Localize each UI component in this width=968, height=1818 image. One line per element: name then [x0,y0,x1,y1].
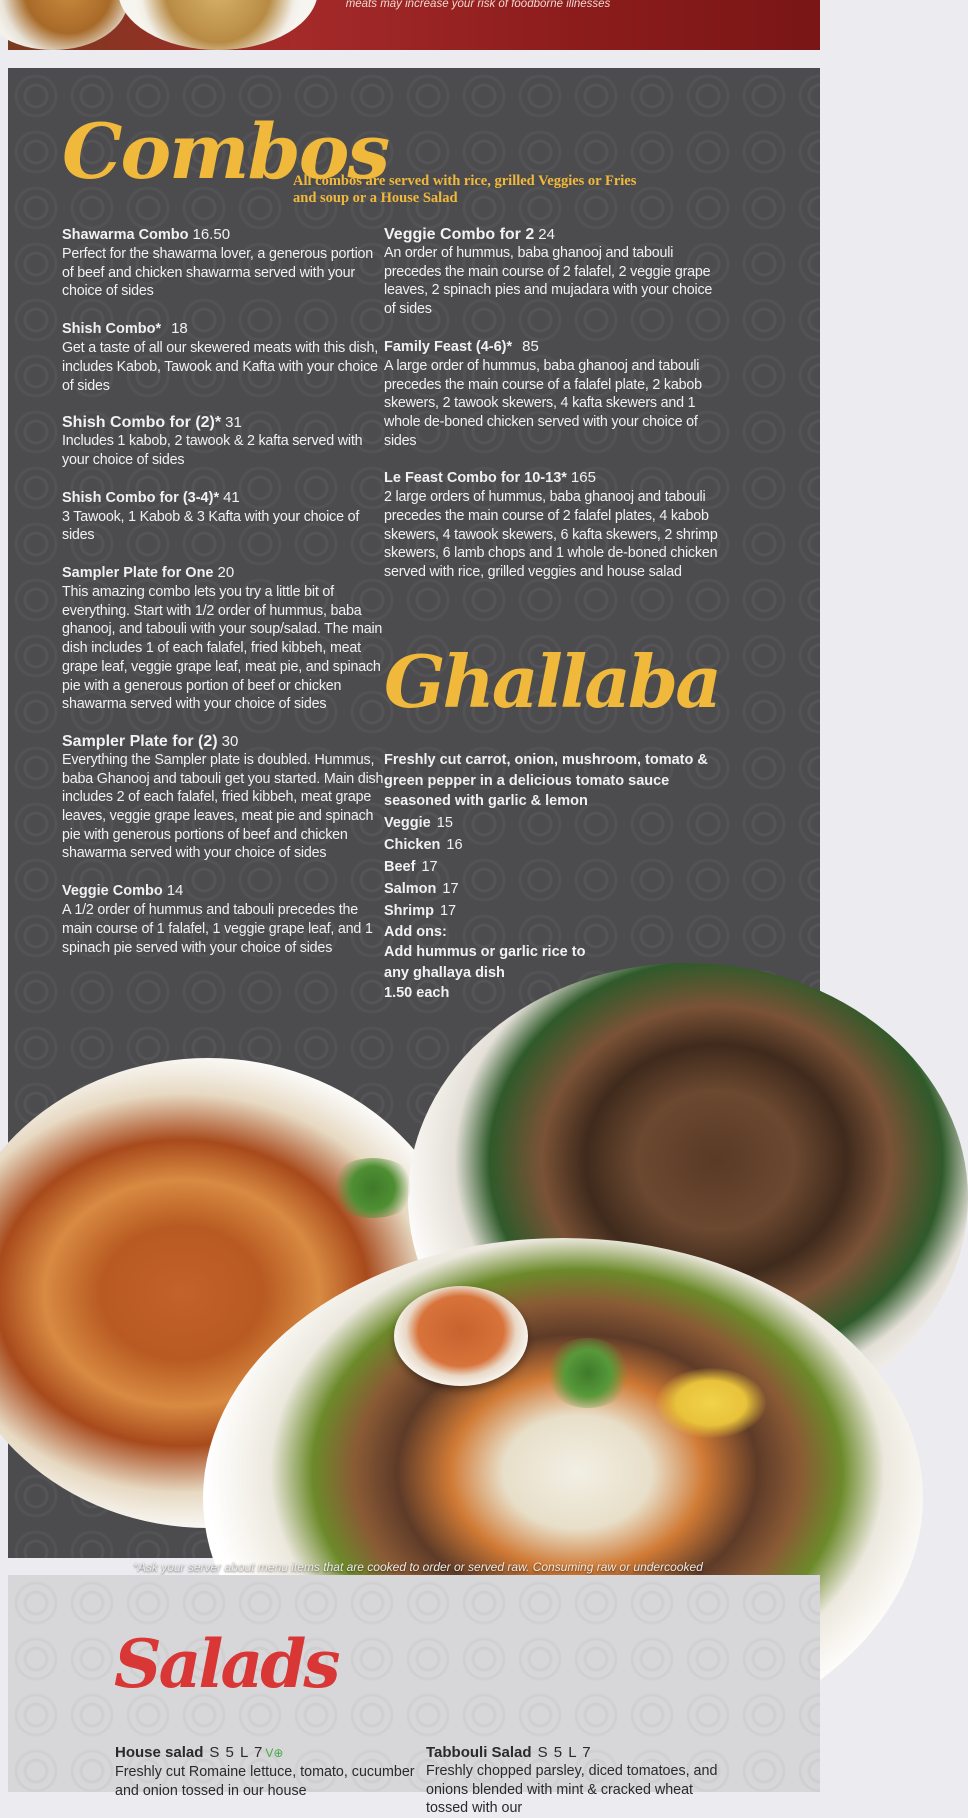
combo-item: Veggie Combo for 2 24 An order of hummus, baba ghanooj and tabouli precedes the main course of 2 falafel, 2 veggie grape leaves, 2 spinach pies and mujadara with your choice of sides [384,226,713,318]
vegetarian-icon: V⊕ [265,1746,284,1760]
addons-price: 1.50 each [384,985,450,1001]
ghallaba-option: Veggie 15 [384,814,453,831]
combos-page [8,68,820,1574]
ghallaba-option: Beef 17 [384,858,438,875]
parsley-garnish [543,1338,633,1408]
parsley-garnish [328,1158,418,1218]
salads-title: Salads [114,1625,338,1703]
salad-item: House salad S 5 L 7 V⊕ Freshly cut Romaine lettuce, tomato, cucumber and onion tossed in our house [115,1744,415,1799]
combo-item: Sampler Plate for One 20 This amazing combo lets you try a little bit of everything. Start with 1/2 order of hummus, baba ghanooj, and tabouli with your soup/salad. The main dish includes 1 of each falafel, fried kibbeh, meat grape leaf, veggie grape leaf, meat pie, and spinach pie with a generous portion of beef or chicken shawarma served with your choice of sides [62,564,383,713]
ghallaba-option: Chicken 16 [384,836,463,853]
food-photo-top-left [0,0,128,50]
top-disclaimer: meats may increase your risk of foodborne illnesses [345,0,611,10]
combo-item: Shish Combo* 18 Get a taste of all our skewered meats with this dish, includes Kabob, Tawook and Kafta with your choice of sides [62,320,378,394]
raw-food-disclaimer: *Ask your server about menu items that are cooked to order or served raw. Consuming raw or undercooked [133,1560,703,1574]
salad-item: Tabbouli Salad S 5 L 7 Freshly chopped parsley, diced tomatoes, and onions blended with mint & cracked wheat tossed with our [426,1744,718,1817]
combo-item: Shawarma Combo 16.50 Perfect for the shawarma lover, a generous portion of beef and chicken shawarma served with your choice of sides [62,226,374,300]
addons-text: any ghallaya dish [384,964,505,981]
combos-left-column [62,225,384,957]
ghallaba-title: Ghallaba [384,639,719,724]
combos-right-column [384,225,724,582]
ghallaba-option: Shrimp 17 [384,902,457,919]
combo-item: Shish Combo for (3-4)* 41 3 Tawook, 1 Kabob & 3 Kafta with your choice of sides [62,488,360,544]
combos-title: Combos [62,107,389,196]
previous-page-strip [8,0,820,50]
combo-item: Shish Combo for (2)* 31 Includes 1 kabob, 2 tawook & 2 kafta served with your choice of sides [62,414,363,468]
addons-text: Add hummus or garlic rice to [384,944,586,960]
sauce-bowl-photo [394,1286,528,1386]
salads-page [8,1575,820,1817]
ghallaba-option: Salmon 17 [384,880,459,897]
combos-subtitle: All combos are served with rice, grilled Veggies or Fries and soup or a House Salad [293,173,637,206]
addons-title: Add ons: [384,923,447,940]
combo-item: Veggie Combo 14 A 1/2 order of hummus and tabouli precedes the main course of 1 falafel, 1 veggie grape leaf, and 1 spinach pie served with your choice of sides [62,882,373,956]
combo-item: Family Feast (4-6)* 85 A large order of hummus, baba ghanooj and tabouli precedes the main course of a falafel plate, 2 kabob skewers, 2 tawook skewers, 4 kafta skewers and 1 whole de-boned chicken served with your choice of sides [384,337,702,449]
lemon-wedge [656,1368,766,1438]
combo-item: Sampler Plate for (2) 30 Everything the Sampler plate is doubled. Hummus, baba Ghanooj and tabouli get you started. Main dish includes 2 of each falafel, fried kibbeh, meat grape leaves, veggie grape leaves, meat pie and spinach pie with generous portions of beef and chicken shawarma served with your choice of sides [62,732,384,862]
ghallaba-description: Freshly cut carrot, onion, mushroom, tomato & green pepper in a delicious tomato sauce seasoned with garlic & lemon [384,752,708,809]
combo-item: Le Feast Combo for 10-13* 165 2 large orders of hummus, baba ghanooj and tabouli precedes the main course of 2 falafel plates, 4 kabob skewers, 4 tawook skewers, 6 kafta skewers, 2 shrimp skewers, 6 lamb chops and 1 whole de-boned chicken served with rice, grilled veggies and house salad [384,469,718,581]
